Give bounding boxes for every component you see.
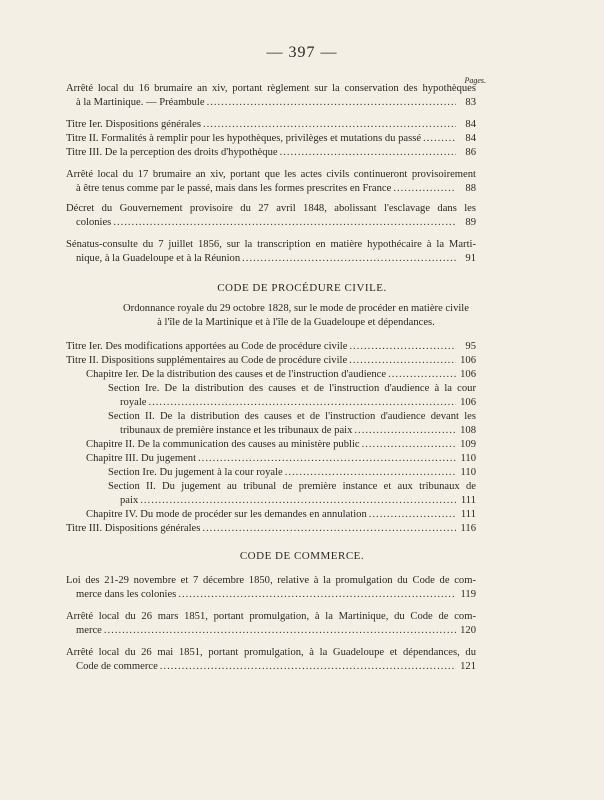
entry-title: Titre Ier. Des modifications apportées au Code de procédure civile xyxy=(66,341,348,352)
toc-entry xyxy=(66,168,476,196)
toc-entry xyxy=(86,368,476,382)
entry-page: 95 xyxy=(465,341,476,352)
entry-title-line1: Section Ire. De la distribution des causes et de l'instruction d'audience à la cour xyxy=(108,383,476,394)
entry-title-line2: paix xyxy=(120,495,139,506)
pages-column-label: Pages. xyxy=(464,76,486,85)
entry-page: 84 xyxy=(465,119,476,130)
intro-line1: Ordonnance royale du 29 octobre 1828, sur le mode de procéder en matière civile xyxy=(123,303,469,314)
entry-title: Titre II. Dispositions supplémentaires au Code de procédure civile xyxy=(66,355,348,366)
entry-page: 89 xyxy=(465,217,476,228)
entry-page: 110 xyxy=(460,467,476,478)
toc-entry xyxy=(108,410,476,438)
toc-entry xyxy=(66,146,476,160)
entry-title-line1: Arrêté local du 17 brumaire an xiv, portant que les actes civils continueront provisoirement xyxy=(66,169,476,180)
entry-title-line1: Arrêté local du 26 mai 1851, portant promulgation, à la Guadeloupe et dépendances, du xyxy=(66,647,476,658)
entry-title-line2: à être tenus comme par le passé, mais dans les formes prescrites en France xyxy=(76,183,392,194)
entry-title-line2: merce xyxy=(76,625,102,636)
toc-entry xyxy=(108,466,476,480)
toc-entry xyxy=(66,610,476,638)
entry-title-line1: Loi des 21-29 novembre et 7 décembre 1850, relative à la promulgation du Code de com- xyxy=(66,575,476,586)
entry-title-line2: nique, à la Guadeloupe et à la Réunion xyxy=(76,253,241,264)
toc-entry xyxy=(66,238,476,266)
section-heading-procedure: CODE DE PROCÉDURE CIVILE. xyxy=(217,282,387,294)
toc-entry xyxy=(66,82,476,110)
toc-entry xyxy=(66,522,476,536)
entry-page: 106 xyxy=(460,397,476,408)
page-number: — 397 — xyxy=(266,44,338,61)
section-heading-commerce: CODE DE COMMERCE. xyxy=(239,550,365,562)
toc-entry xyxy=(66,202,476,230)
entry-page: 88 xyxy=(465,183,476,194)
entry-title-line1: Sénatus-consulte du 7 juillet 1856, sur la transcription en matière hypothécaire à la Marti- xyxy=(66,239,476,250)
entry-title-line2: colonies xyxy=(76,217,112,228)
toc-entry xyxy=(66,132,476,146)
entry-title-line2: Code de commerce xyxy=(76,661,158,672)
entry-page: 108 xyxy=(460,425,476,436)
entry-page: 111 xyxy=(460,495,476,506)
entry-page: 106 xyxy=(460,355,476,366)
entry-page: 84 xyxy=(465,133,476,144)
entry-title-line2: royale xyxy=(120,397,147,408)
toc-entry xyxy=(108,480,476,508)
toc-entry xyxy=(86,438,476,452)
entry-page: 110 xyxy=(460,453,476,464)
entry-title-line1: Décret du Gouvernement provisoire du 27 avril 1848, abolissant l'esclavage dans les xyxy=(66,203,476,214)
entry-title: Titre II. Formalités à remplir pour les hypothèques, privilèges et mutations du passé xyxy=(66,133,422,144)
entry-title-line1: Section II. De la distribution des causes et de l'instruction d'audience devant les xyxy=(108,411,476,422)
entry-title-line2: merce dans les colonies xyxy=(76,589,177,600)
entry-title: Chapitre II. De la communication des causes au ministère public xyxy=(86,439,360,450)
section-intro xyxy=(96,302,496,330)
toc-entry xyxy=(66,118,476,132)
entry-title: Titre III. De la perception des droits d'hypothèque xyxy=(66,147,278,158)
intro-line2: à l'île de la Martinique et à l'île de la Guadeloupe et dépendances. xyxy=(157,317,435,328)
entry-title-line1: Section II. Du jugement au tribunal de première instance et aux tribunaux de xyxy=(108,481,476,492)
toc-entry xyxy=(86,452,476,466)
toc-entry xyxy=(86,508,476,522)
entry-title: Chapitre IV. Du mode de procéder sur les demandes en annulation xyxy=(86,509,367,520)
entry-page: 83 xyxy=(465,97,476,108)
entry-title: Titre III. Dispositions générales xyxy=(66,523,201,534)
toc-entry xyxy=(66,340,476,354)
entry-page: 91 xyxy=(465,253,476,264)
toc-entry xyxy=(66,354,476,368)
entry-title: Chapitre Ier. De la distribution des causes et de l'instruction d'audience xyxy=(86,369,387,380)
entry-title-line1: Arrêté local du 26 mars 1851, portant promulgation, à la Martinique, du Code de com- xyxy=(66,611,476,622)
entry-title-line1: Arrêté local du 16 brumaire an xiv, portant règlement sur la conservation des hypothèques xyxy=(66,83,476,94)
entry-page: 116 xyxy=(460,523,476,534)
toc-entry xyxy=(66,574,476,602)
entry-title: Titre Ier. Dispositions générales xyxy=(66,119,201,130)
entry-page: 86 xyxy=(465,147,476,158)
entry-page: 120 xyxy=(460,625,476,636)
entry-title: Section Ire. Du jugement à la cour royale xyxy=(108,467,283,478)
toc-entry xyxy=(66,646,476,674)
entry-page: 111 xyxy=(460,509,476,520)
entry-page: 106 xyxy=(460,369,476,380)
entry-page: 119 xyxy=(460,589,476,600)
entry-page: 121 xyxy=(460,661,476,672)
entry-title-line2: à la Martinique. — Préambule xyxy=(76,97,205,108)
entry-title-line2: tribunaux de première instance et les tribunaux de paix xyxy=(120,425,353,436)
entry-title: Chapitre III. Du jugement xyxy=(86,453,197,464)
entry-page: 109 xyxy=(460,439,476,450)
toc-entry xyxy=(108,382,476,410)
